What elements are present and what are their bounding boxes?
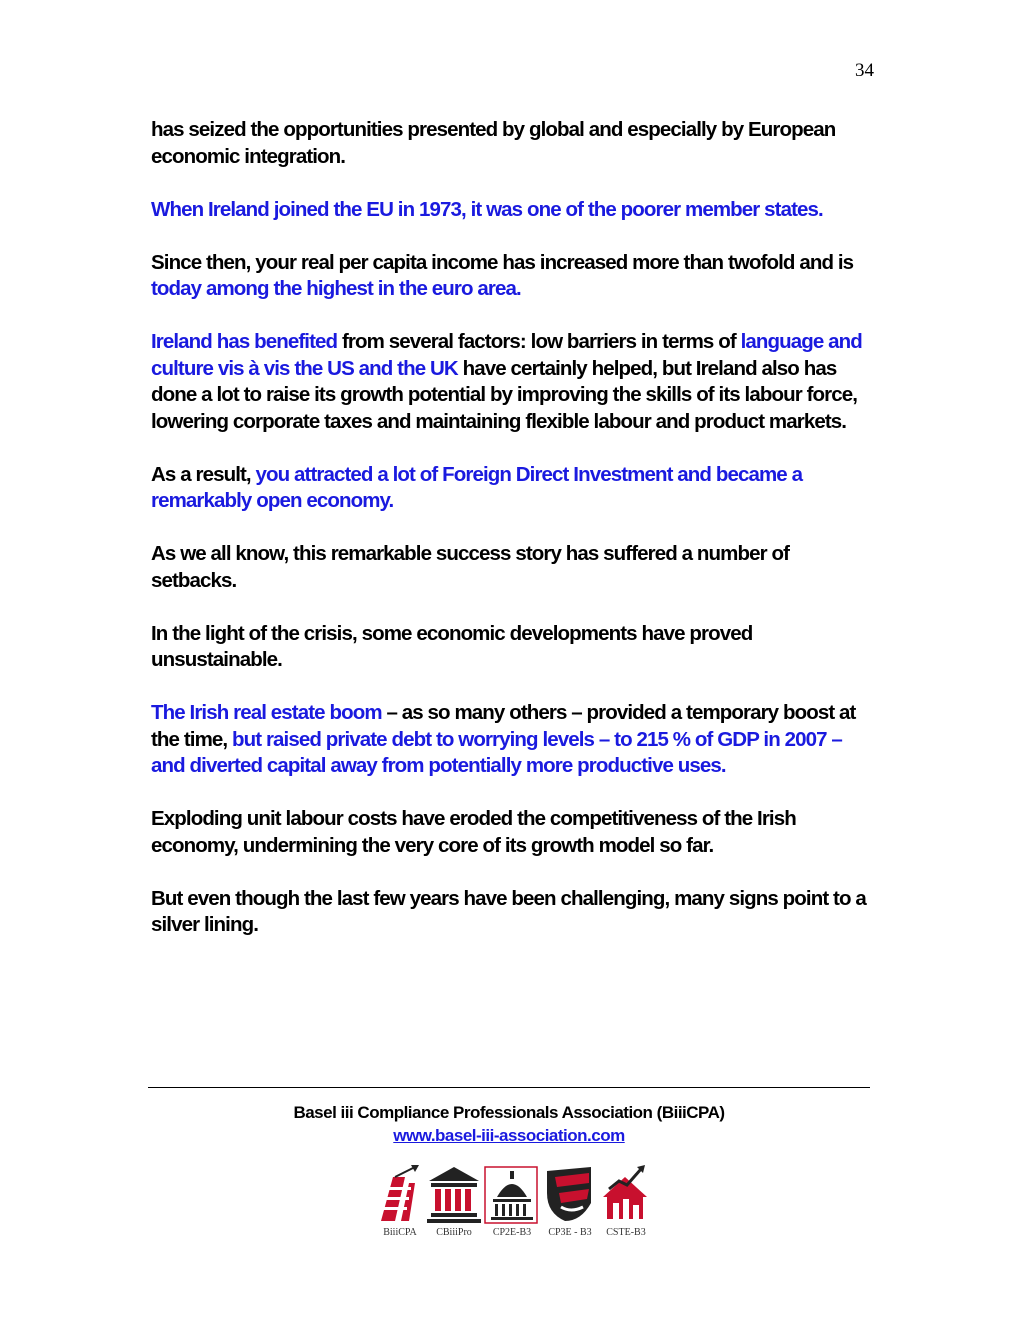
highlighted-text: The Irish real estate boom: [151, 701, 382, 724]
paragraph: [151, 886, 876, 939]
footer: [148, 1101, 870, 1147]
paragraph: [151, 329, 876, 435]
body-text: has seized the opportunities presented by global and especially by European economic integration.: [151, 118, 836, 168]
paragraph: [151, 806, 876, 859]
highlighted-text: today among the highest in the euro area.: [151, 277, 521, 300]
logo-label: CP3E - B3: [548, 1227, 592, 1238]
ladder-arrow-icon: [371, 1163, 429, 1225]
footer-website-link[interactable]: www.basel-iii-association.com: [393, 1126, 625, 1145]
paragraph: [151, 541, 876, 594]
logo-cbiiipro: [425, 1163, 483, 1241]
highlighted-text: but raised private debt to worrying levels – to 215 % of GDP in 2007 – and diverted capital away from potentially more productive uses.: [151, 727, 842, 777]
document-body: [151, 117, 876, 965]
capitol-dome-icon: [483, 1163, 541, 1225]
paragraph: [151, 700, 876, 780]
body-text: Since then, your real per capita income has increased more than twofold and is: [151, 250, 854, 274]
logo-label: CBiiiPro: [436, 1227, 472, 1238]
paragraph: [151, 197, 876, 224]
body-text: Exploding unit labour costs have eroded the competitiveness of the Irish economy, undermining the very core of its growth model so far.: [151, 807, 796, 857]
bank-columns-icon: [425, 1163, 483, 1225]
paragraph: [151, 250, 876, 303]
highlighted-text: you attracted a lot of Foreign Direct Investment and became a remarkably open economy.: [151, 462, 803, 512]
body-text: have certainly helped, but Ireland also has done a lot to raise its growth potential by improving the skills of its labour force, lowering corporate taxes and maintaining flexible labour and product markets.: [151, 356, 858, 433]
highlighted-text: When Ireland joined the EU in 1973, it was one of the poorer member states.: [151, 197, 823, 221]
body-text: But even though the last few years have been challenging, many signs point to a silver lining.: [151, 886, 866, 936]
logo-cste-b3: [597, 1163, 655, 1241]
footer-divider: [148, 1087, 870, 1088]
body-text: from several factors: low barriers in terms of: [337, 330, 741, 353]
certification-logos: [371, 1163, 651, 1243]
footer-organization: Basel iii Compliance Professionals Association (BiiiCPA): [293, 1103, 725, 1122]
body-text: As a result,: [151, 462, 256, 486]
body-text: – as so many others – provided a temporary boost at the time,: [151, 701, 856, 751]
logo-label: CSTE-B3: [606, 1227, 646, 1238]
highlighted-text: language and culture vis à vis the US and the UK: [151, 330, 862, 380]
chart-house-icon: [597, 1163, 655, 1225]
page-number: 34: [855, 60, 874, 81]
paragraph: [151, 462, 876, 515]
highlighted-text: Ireland has benefited: [151, 330, 338, 353]
paragraph: [151, 117, 876, 170]
body-text: As we all know, this remarkable success story has suffered a number of setbacks.: [151, 542, 790, 592]
logo-label: CP2E-B3: [492, 1227, 532, 1238]
body-text: In the light of the crisis, some economic developments have proved unsustainable.: [151, 621, 753, 671]
shield-stripes-icon: [541, 1163, 599, 1225]
paragraph: [151, 621, 876, 674]
logo-cp2e-b3: [483, 1163, 541, 1241]
logo-label: BiiiCPA: [383, 1227, 417, 1238]
